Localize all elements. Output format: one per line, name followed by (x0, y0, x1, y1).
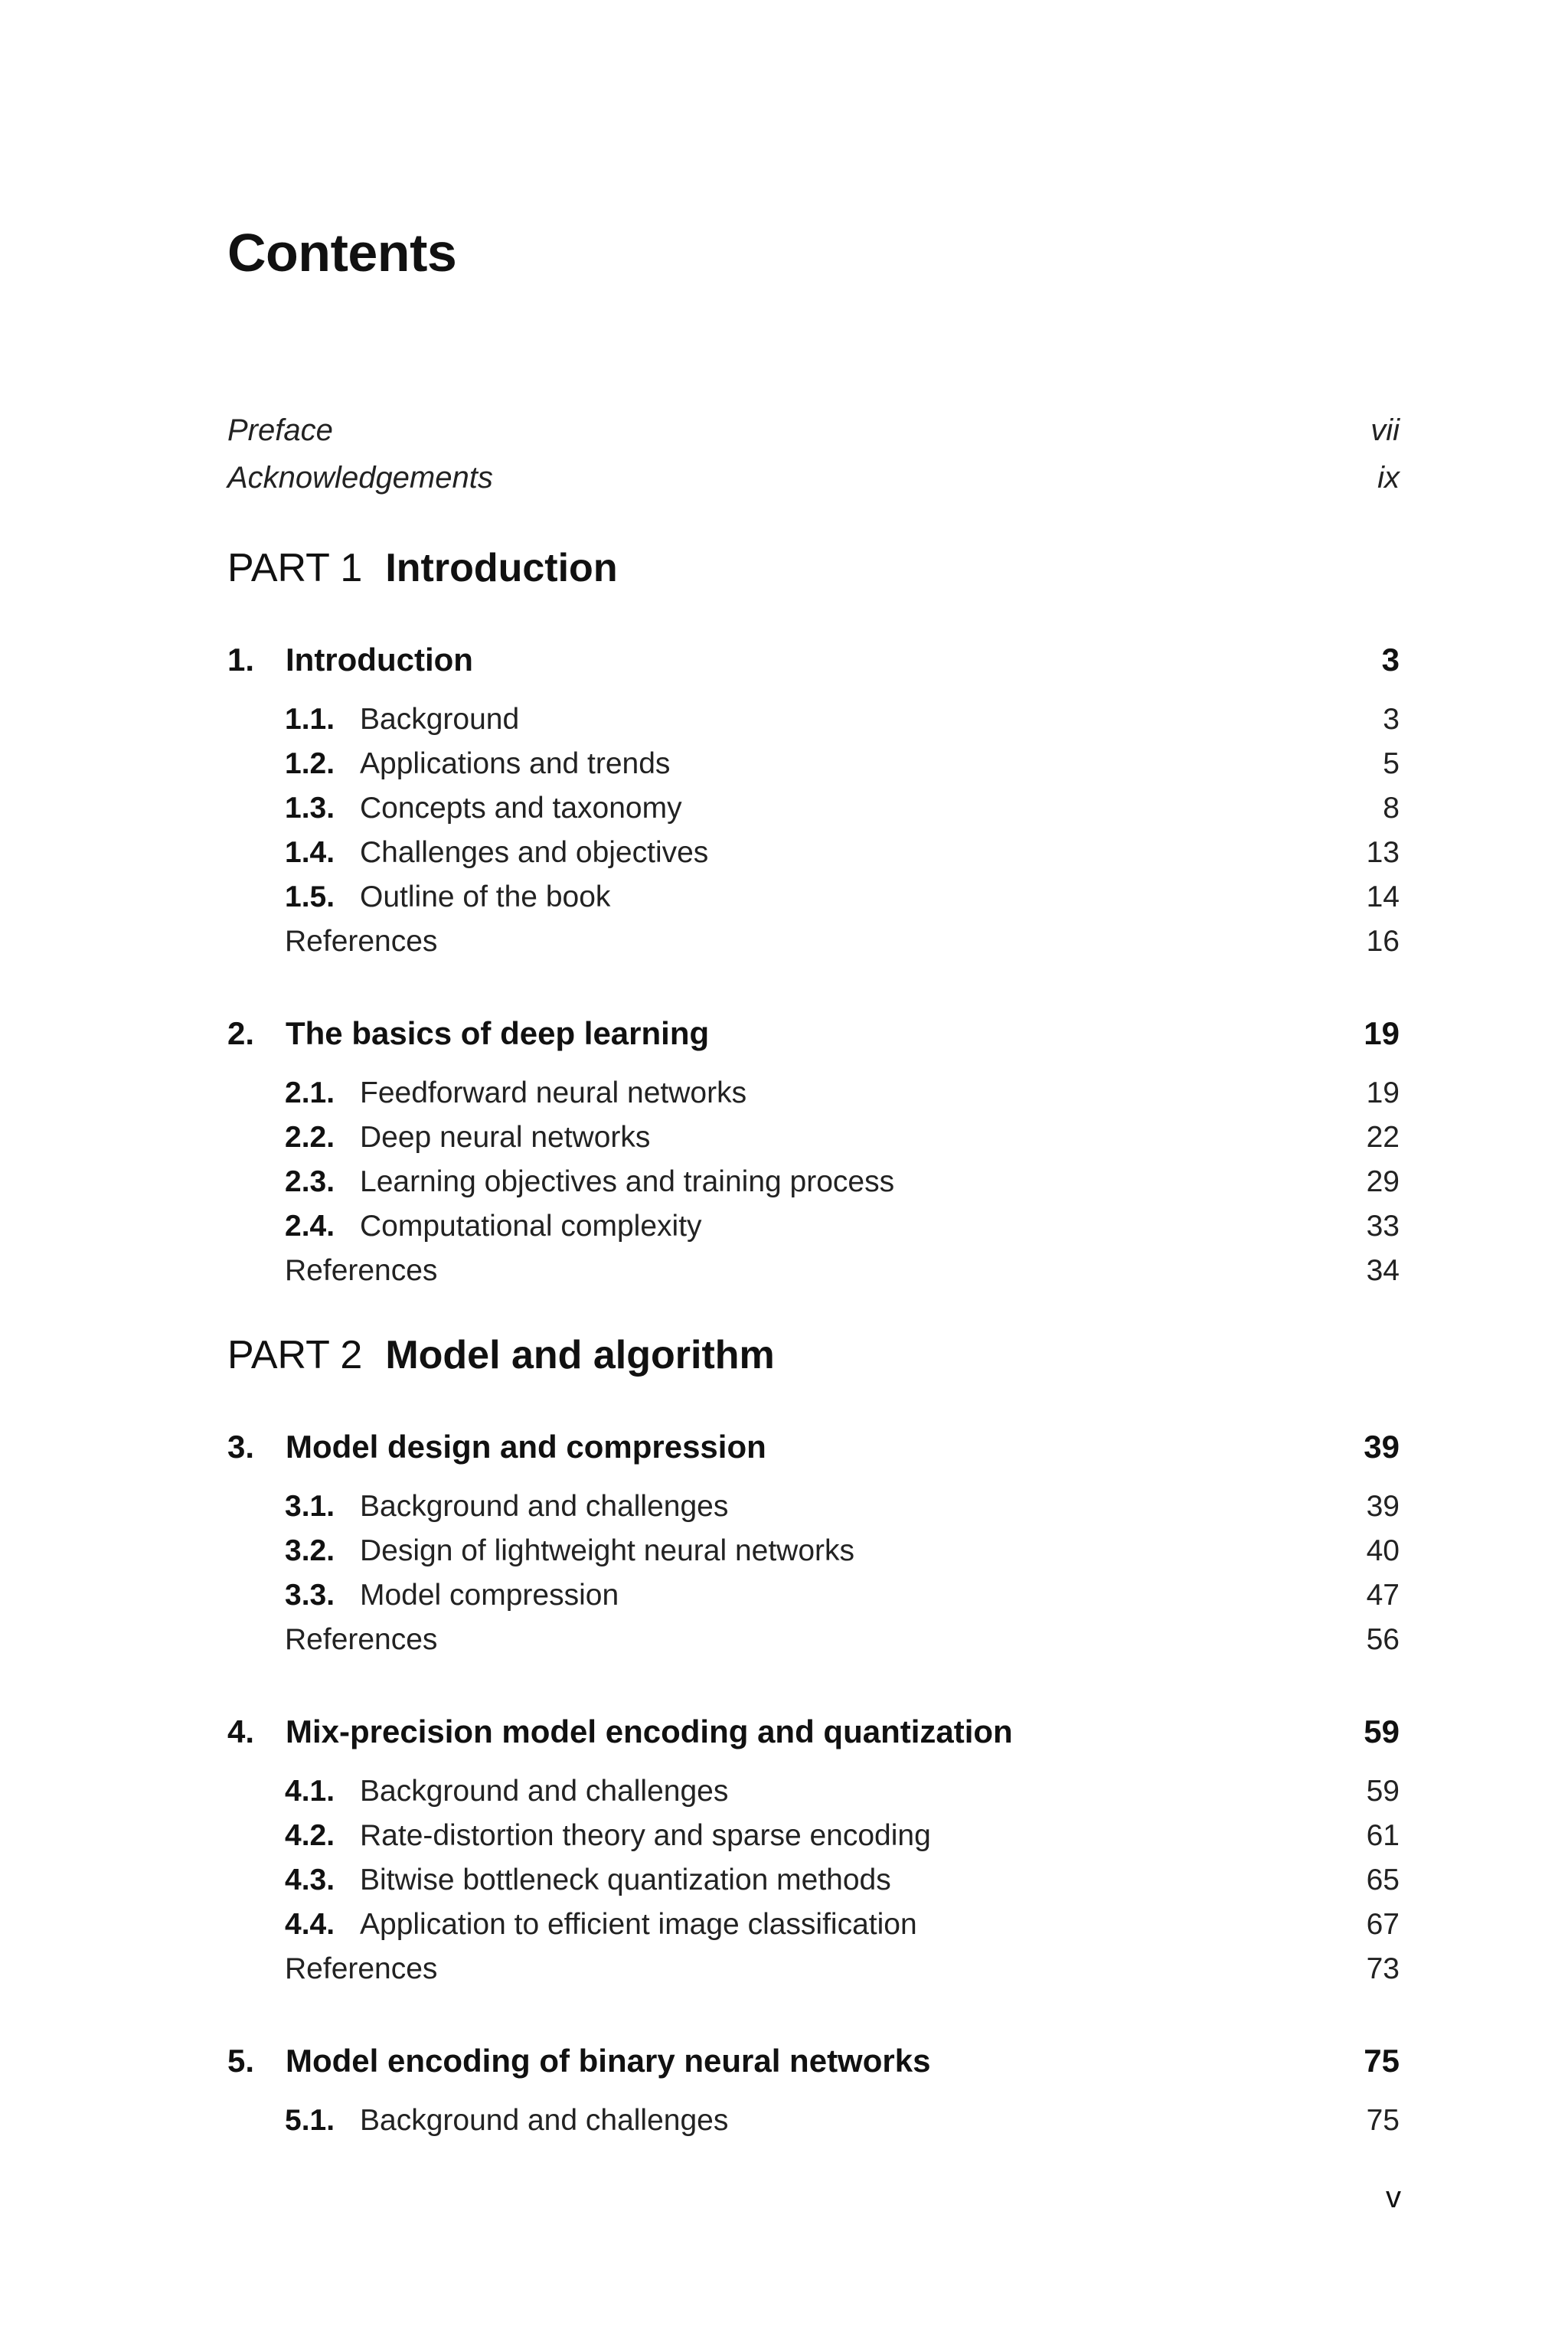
page-title: Contents (227, 223, 457, 283)
section-title: Challenges and objectives (360, 836, 709, 869)
toc-part-row (227, 545, 1400, 591)
toc-page-number: 39 (1366, 1490, 1400, 1523)
toc-page-number: 14 (1366, 880, 1400, 913)
toc-chapter-row (227, 642, 1400, 688)
section-title: Application to efficient image classification (360, 1908, 917, 1941)
section-number: 4.3. (285, 1864, 335, 1896)
toc-page-number: 67 (1366, 1908, 1400, 1941)
section-number: 4.2. (285, 1819, 335, 1852)
toc-section-row (285, 836, 1400, 882)
chapter-number: 1. (227, 642, 255, 678)
toc-section-row (285, 1579, 1400, 1625)
section-number: 4.4. (285, 1908, 335, 1941)
section-title: Rate-distortion theory and sparse encoding (360, 1819, 931, 1852)
toc-section-row (285, 747, 1400, 793)
section-title: Computational complexity (360, 1210, 702, 1243)
section-title: Concepts and taxonomy (360, 792, 682, 825)
chapter-number: 4. (227, 1713, 255, 1749)
toc-section-row (285, 925, 1400, 971)
section-title: Bitwise bottleneck quantization methods (360, 1864, 891, 1896)
toc-page-number: 75 (1366, 2104, 1400, 2137)
toc-section-row (285, 1864, 1400, 1909)
toc-page-number: 13 (1366, 836, 1400, 869)
toc-page-number: 40 (1366, 1534, 1400, 1567)
toc-page-number: 59 (1366, 1775, 1400, 1808)
toc-section-row (285, 792, 1400, 838)
toc-page-number: 5 (1383, 747, 1400, 780)
section-number: 4.1. (285, 1775, 335, 1808)
section-title: References (285, 1623, 438, 1656)
toc-section-row (285, 1076, 1400, 1122)
chapter-title: Model encoding of binary neural networks (286, 2043, 931, 2079)
toc-page-number: 16 (1366, 925, 1400, 958)
toc-page-number: 19 (1364, 1015, 1400, 1051)
chapter-number: 2. (227, 1015, 255, 1051)
section-number: 2.2. (285, 1121, 335, 1154)
section-number: 2.4. (285, 1210, 335, 1243)
section-title: Deep neural networks (360, 1121, 651, 1154)
section-title: References (285, 1952, 438, 1985)
toc-page-number: 59 (1364, 1713, 1400, 1749)
chapter-number: 3. (227, 1429, 255, 1465)
toc-page-number: 3 (1383, 703, 1400, 736)
section-title: References (285, 1254, 438, 1287)
toc-section-row (285, 1908, 1400, 1954)
toc-page-number: 34 (1366, 1254, 1400, 1287)
toc-front-row (227, 413, 1400, 459)
chapter-title: Model design and compression (286, 1429, 766, 1465)
toc-section-row (285, 1819, 1400, 1865)
section-title: Background (360, 703, 520, 736)
chapter-title: The basics of deep learning (286, 1015, 710, 1051)
section-title: Learning objectives and training process (360, 1165, 895, 1198)
toc-page-number: 33 (1366, 1210, 1400, 1243)
toc-page-number: 47 (1366, 1579, 1400, 1612)
toc-entry-title: Acknowledgements (227, 461, 493, 495)
toc-page-number: 3 (1381, 642, 1400, 678)
toc-page-number: ix (1377, 461, 1400, 495)
toc-section-row (285, 1165, 1400, 1211)
toc-section-row (285, 1534, 1400, 1580)
section-number: 3.2. (285, 1534, 335, 1567)
section-title: Background and challenges (360, 1490, 729, 1523)
section-title: References (285, 925, 438, 958)
toc-section-row (285, 880, 1400, 926)
chapter-title: Introduction (286, 642, 473, 678)
toc-page-number: 61 (1366, 1819, 1400, 1852)
part-title: Model and algorithm (385, 1333, 775, 1377)
section-title: Background and challenges (360, 1775, 729, 1808)
toc-section-row (285, 703, 1400, 749)
toc-section-row (285, 1254, 1400, 1300)
section-number: 1.2. (285, 747, 335, 780)
section-number: 1.3. (285, 792, 335, 825)
section-number: 5.1. (285, 2104, 335, 2137)
section-number: 1.1. (285, 703, 335, 736)
toc-chapter-row (227, 1015, 1400, 1061)
toc-section-row (285, 1210, 1400, 1256)
section-title: Applications and trends (360, 747, 671, 780)
chapter-number: 5. (227, 2043, 255, 2079)
section-title: Background and challenges (360, 2104, 729, 2137)
section-title: Feedforward neural networks (360, 1076, 747, 1109)
part-number: PART 1 (227, 546, 363, 590)
section-number: 2.1. (285, 1076, 335, 1109)
toc-page-number: 56 (1366, 1623, 1400, 1656)
part-title: Introduction (385, 546, 618, 590)
toc-page-number: 73 (1366, 1952, 1400, 1985)
toc-section-row (285, 1952, 1400, 1998)
toc-section-row (285, 1623, 1400, 1669)
toc-page-number: vii (1370, 413, 1400, 447)
toc-section-row (285, 1490, 1400, 1536)
section-number: 3.3. (285, 1579, 335, 1612)
toc-page-number: 29 (1366, 1165, 1400, 1198)
section-number: 3.1. (285, 1490, 335, 1523)
toc-page-number: 8 (1383, 792, 1400, 825)
toc-part-row (227, 1332, 1400, 1378)
section-title: Model compression (360, 1579, 619, 1612)
section-title: Design of lightweight neural networks (360, 1534, 855, 1567)
toc-chapter-row (227, 1713, 1400, 1759)
toc-section-row (285, 1775, 1400, 1821)
toc-front-row (227, 461, 1400, 507)
toc-entry-title: Preface (227, 413, 333, 447)
toc-page-number: 22 (1366, 1121, 1400, 1154)
section-number: 2.3. (285, 1165, 335, 1198)
section-number: 1.5. (285, 880, 335, 913)
toc-section-row (285, 1121, 1400, 1167)
toc-page-number: 75 (1364, 2043, 1400, 2079)
chapter-title: Mix-precision model encoding and quantization (286, 1713, 1013, 1749)
toc-chapter-row (227, 1429, 1400, 1475)
toc-page-number: 39 (1364, 1429, 1400, 1465)
toc-section-row (285, 2104, 1400, 2150)
section-number: 1.4. (285, 836, 335, 869)
toc-page-number: 19 (1366, 1076, 1400, 1109)
page-number: v (1386, 2180, 1401, 2214)
toc-chapter-row (227, 2043, 1400, 2089)
section-title: Outline of the book (360, 880, 611, 913)
part-number: PART 2 (227, 1333, 363, 1377)
toc-page-number: 65 (1366, 1864, 1400, 1896)
